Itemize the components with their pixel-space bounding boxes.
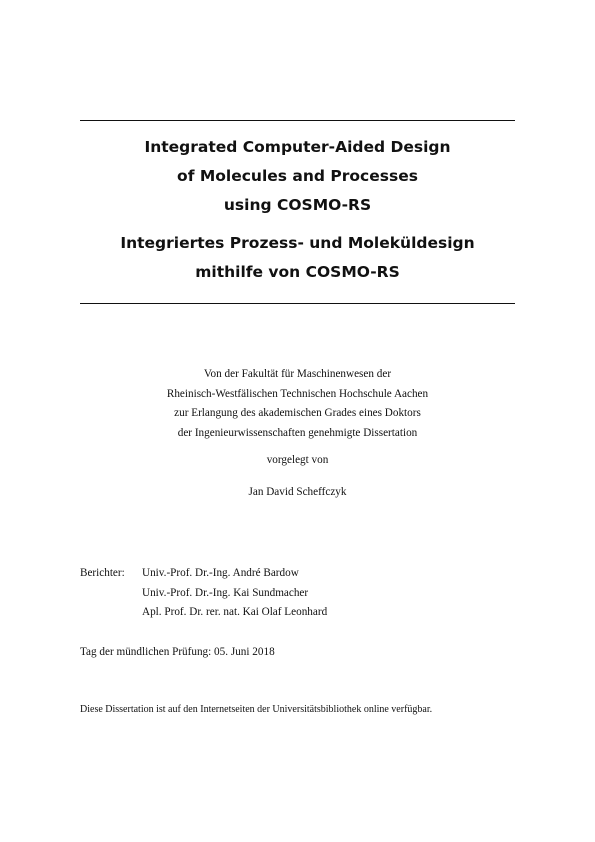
referee-3: Apl. Prof. Dr. rer. nat. Kai Olaf Leonhard: [142, 606, 328, 618]
german-title-line-1: Integriertes Prozess- und Moleküldesign: [120, 234, 475, 252]
faculty-statement-line-2: Rheinisch-Westfälischen Technischen Hochschule Aachen: [166, 387, 429, 400]
submitted-by: [80, 451, 515, 471]
submitted-by-text: vorgelegt von: [266, 454, 329, 466]
faculty-statement-line-4: der Ingenieurwissenschaften genehmigte Dissertation: [177, 426, 418, 439]
author-name: Jan David Scheffczyk: [248, 486, 347, 498]
english-title: [80, 133, 515, 220]
english-title-line-2: of Molecules and Processes: [177, 167, 418, 185]
top-divider: [80, 120, 515, 121]
exam-date: Tag der mündlichen Prüfung: 05. Juni 2018: [80, 646, 275, 658]
faculty-statement: [80, 365, 515, 443]
referees-label: Berichter:: [80, 567, 125, 579]
referee-1: Univ.-Prof. Dr.-Ing. André Bardow: [142, 567, 299, 579]
referee-2: Univ.-Prof. Dr.-Ing. Kai Sundmacher: [142, 586, 309, 599]
faculty-statement-line-3: zur Erlangung des akademischen Grades eines Doktors: [174, 407, 421, 419]
german-title-line-2: mithilfe von COSMO-RS: [195, 263, 400, 281]
referees-list: [142, 564, 327, 623]
german-title: [80, 229, 515, 287]
faculty-statement-line-1: Von der Fakultät für Maschinenwesen der: [203, 368, 392, 380]
author: [80, 483, 515, 503]
english-title-line-1: Integrated Computer-Aided Design: [144, 138, 451, 156]
english-title-line-3: using COSMO-RS: [223, 196, 372, 214]
bottom-divider: [80, 303, 515, 304]
online-availability-note: Diese Dissertation ist auf den Internetseiten der Universitätsbibliothek online verfügbar.: [80, 704, 433, 715]
